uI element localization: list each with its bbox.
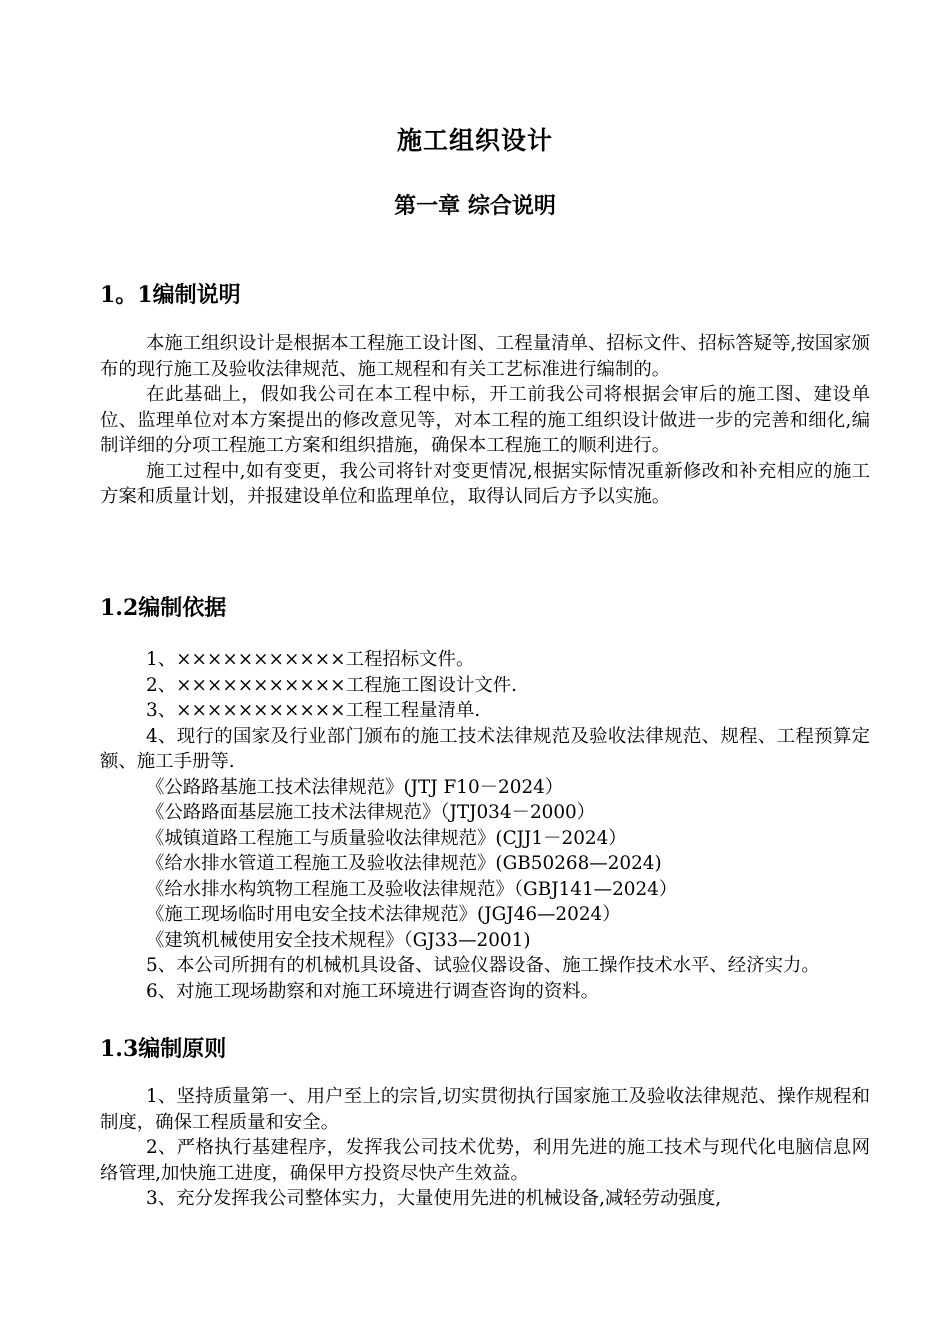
reference-item: 《给水排水构筑物工程施工及验收法律规范》（GBJ141—2024） [146,878,678,900]
paragraph: 本施工组织设计是根据本工程施工设计图、工程量清单、招标文件、招标答疑等,按国家颁布的现行施工及验收法律规范、施工规程和有关工艺标准进行编制的。 [100,333,870,380]
section-1-2-body [100,647,870,1004]
reference-item: 《建筑机械使用安全技术规程》（GJ33—2001) [146,929,531,951]
list-item: 2、×××××××××××工程施工图设计文件. [146,674,517,696]
reference-item: 《城镇道路工程施工与质量验收法律规范》(CJJ1－2024） [146,827,627,849]
list-item: 6、对施工现场勘察和对施工环境进行调查咨询的资料。 [146,980,600,1002]
paragraph: 在此基础上，假如我公司在本工程中标，开工前我公司将根据会审后的施工图、建设单位、监理单位对本方案提出的修改意见等，对本工程的施工组织设计做进一步的完善和细化,编制详细的分项工程施工方案和组织措施，确保本工程施工的顺利进行。 [100,384,870,456]
list-item: 3、×××××××××××工程工程量清单. [146,700,481,721]
chapter-title: 第一章 综合说明 [394,193,556,219]
paragraph: 1、坚持质量第一、用户至上的宗旨,切实贯彻执行国家施工及验收法律规范、操作规程和制度，确保工程质量和安全。 [100,1086,870,1133]
list-item: 1、×××××××××××工程招标文件。 [146,649,475,670]
reference-item: 《公路路基施工技术法律规范》(JTJ F10－2024） [146,776,564,798]
reference-item: 《公路路面基层施工技术法律规范》（JTJ034－2000） [146,802,596,823]
reference-item: 《施工现场临时用电安全技术法律规范》(JGJ46—2024） [146,904,621,925]
section-heading-1-1: 1。1编制说明 [100,282,241,308]
section-1-3-body [100,1084,870,1212]
section-heading-1-2: 1.2编制依据 [100,595,227,621]
paragraph: 3、充分发挥我公司整体实力，大量使用先进的机械设备,减轻劳动强度, [146,1188,722,1209]
document-title: 施工组织设计 [396,126,553,155]
section-1-1-body [100,331,870,510]
list-item: 5、本公司所拥有的机械机具设备、试验仪器设备、施工操作技术水平、经济实力。 [146,955,820,976]
list-item: 4、现行的国家及行业部门颁布的施工技术法律规范及验收法律规范、规程、工程预算定额、施工手册等. [100,725,870,772]
paragraph: 施工过程中,如有变更，我公司将针对变更情况,根据实际情况重新修改和补充相应的施工方案和质量计划，并报建设单位和监理单位，取得认同后方予以实施。 [100,460,870,507]
section-heading-1-3: 1.3编制原则 [100,1036,227,1062]
reference-item: 《给水排水管道工程施工及验收法律规范》(GB50268—2024) [146,853,662,874]
paragraph: 2、严格执行基建程序，发挥我公司技术优势，利用先进的施工技术与现代化电脑信息网络管理,加快施工进度，确保甲方投资尽快产生效益。 [100,1137,870,1184]
